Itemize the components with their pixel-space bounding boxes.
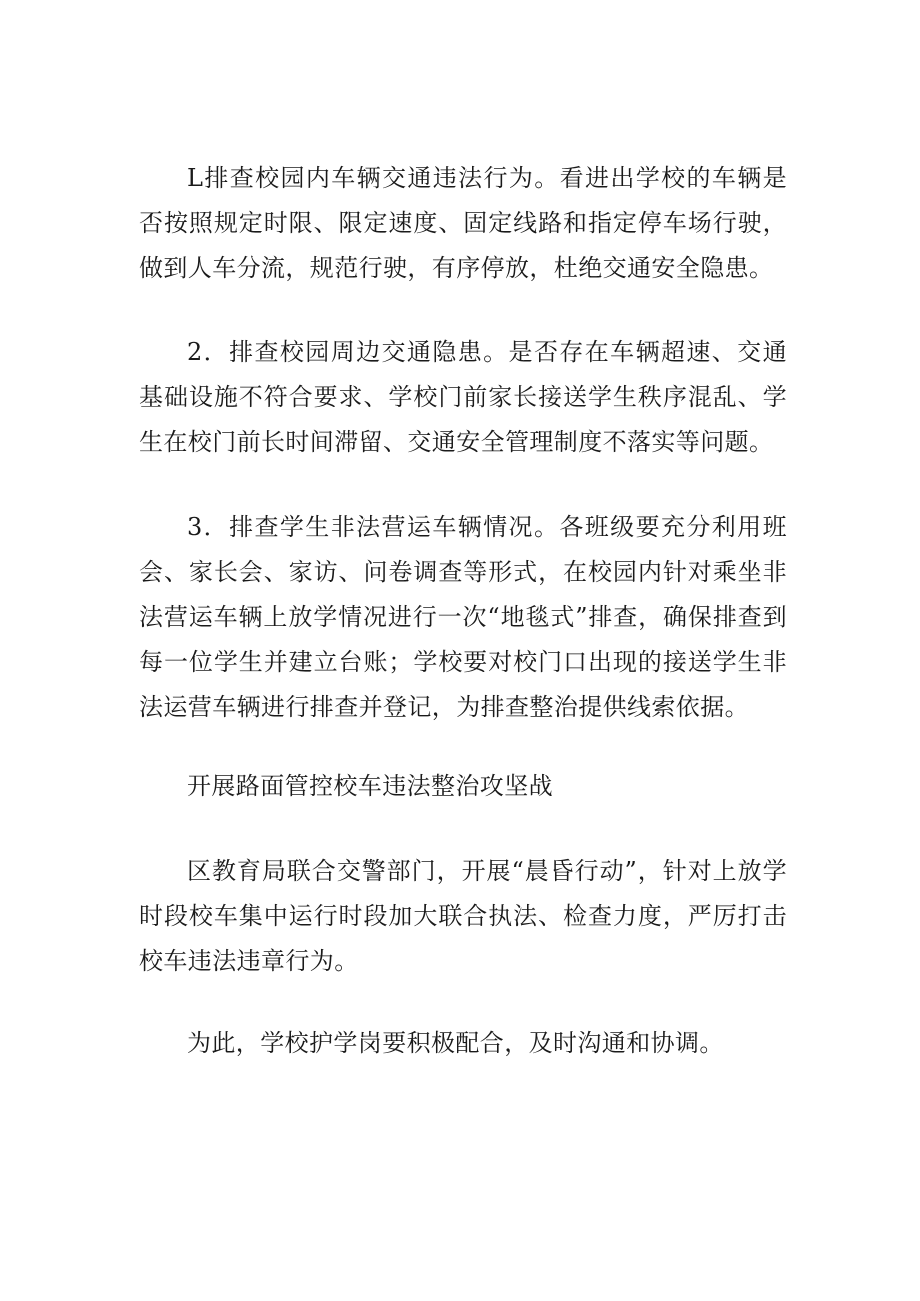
paragraph-item-1: L排查校园内车辆交通违法行为。看进出学校的车辆是否按照规定时限、限定速度、固定线路和指定停车场行驶，做到人车分流，规范行驶，有序停放，杜绝交通安全隐患。 — [139, 164, 787, 282]
paragraph-item-2: 2．排查校园周边交通隐患。是否存在车辆超速、交通基础设施不符合要求、学校门前家长接送学生秩序混乱、学生在校门前长时间滞留、交通安全管理制度不落实等问题。 — [139, 338, 787, 456]
paragraph-body-1: 区教育局联合交警部门，开展“晨昏行动”，针对上放学时段校车集中运行时段加大联合执法、检查力度，严厉打击校车违法违章行为。 — [139, 857, 787, 975]
paragraph-body-2: 为此，学校护学岗要积极配合，及时沟通和协调。 — [187, 1029, 724, 1057]
paragraph-item-3: 3．排查学生非法营运车辆情况。各班级要充分利用班会、家长会、家访、问卷调查等形式，在校园内针对乘坐非法营运车辆上放学情况进行一次“地毯式”排查，确保排查到每一位学生并建立台账；学校要对校门口出现的接送学生非法运营车辆进行排查并登记，为排查整治提供线索依据。 — [139, 513, 787, 721]
section-heading: 开展路面管控校车违法整治攻坚战 — [187, 772, 553, 800]
